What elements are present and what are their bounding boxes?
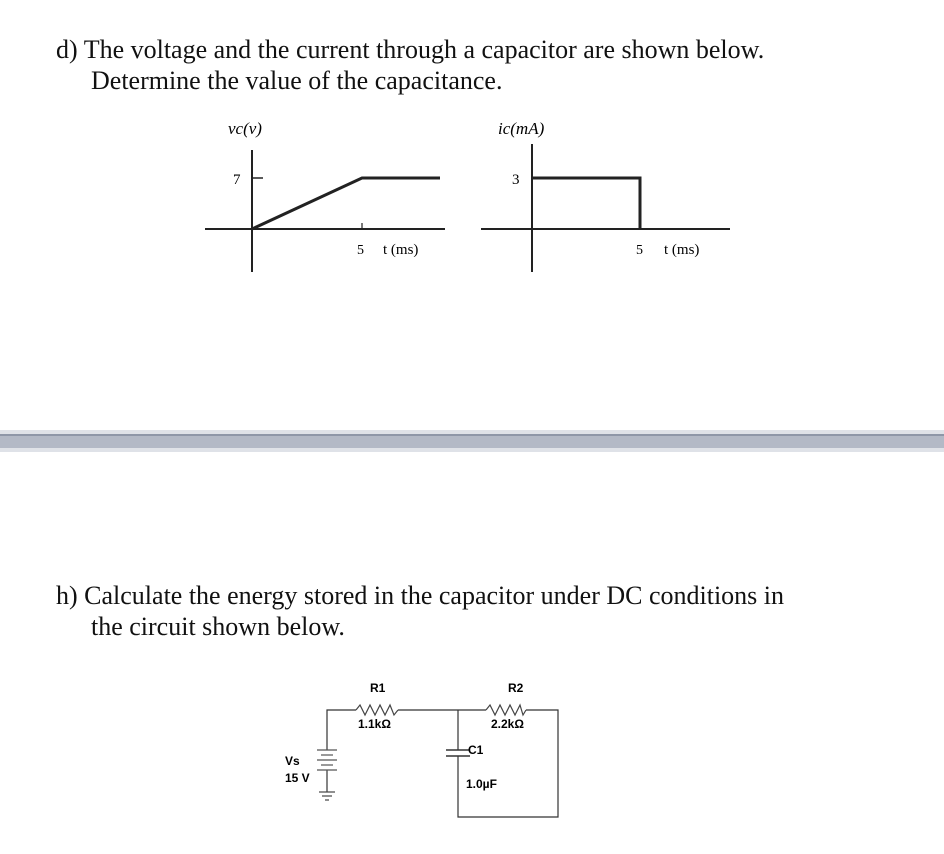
vs-name: Vs	[285, 754, 300, 768]
voltage-x-label: t (ms)	[383, 242, 419, 258]
question-d	[56, 34, 764, 96]
current-x-label: t (ms)	[664, 242, 700, 258]
section-divider	[0, 430, 944, 452]
c1-name: C1	[468, 743, 484, 757]
current-waveform	[532, 178, 640, 229]
current-y-label: ic(mA)	[498, 119, 545, 138]
voltage-graph	[195, 110, 465, 280]
c1-value: 1.0µF	[466, 777, 497, 791]
voltage-waveform	[252, 178, 440, 229]
r2-resistor[interactable]	[486, 705, 526, 715]
question-h-line2: the circuit shown below.	[91, 612, 345, 641]
current-y-tick: 3	[512, 172, 520, 188]
question-d-line1: d) The voltage and the current through a capacitor are shown below.	[56, 35, 765, 64]
current-x-tick: 5	[636, 243, 643, 258]
voltage-y-label: vc(v)	[228, 119, 262, 138]
question-h-line1: h) Calculate the energy stored in the capacitor under DC conditions in	[56, 581, 785, 610]
r1-resistor[interactable]	[356, 705, 398, 715]
wire-left-top	[327, 710, 356, 750]
r2-value: 2.2kΩ	[491, 717, 524, 731]
circuit-diagram	[270, 670, 580, 840]
voltage-x-tick: 5	[357, 243, 364, 258]
question-d-line2: Determine the value of the capacitance.	[91, 66, 503, 95]
vs-value: 15 V	[285, 771, 310, 785]
voltage-y-tick: 7	[233, 172, 241, 188]
r2-name: R2	[508, 681, 524, 695]
question-h	[56, 580, 784, 642]
r1-value: 1.1kΩ	[358, 717, 391, 731]
current-graph	[478, 110, 748, 280]
r1-name: R1	[370, 681, 386, 695]
